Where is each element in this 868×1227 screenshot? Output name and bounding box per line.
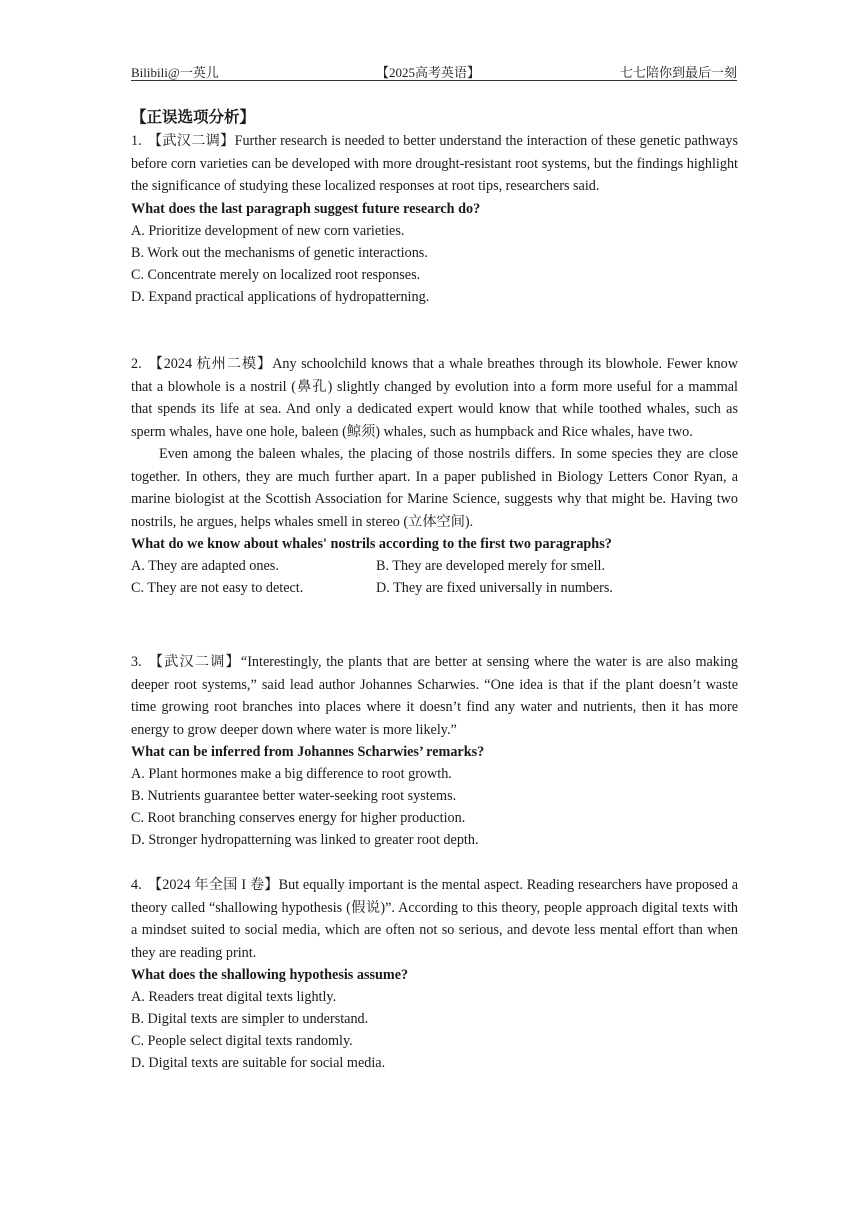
passage-paragraph-2: Even among the baleen whales, the placing of those nostrils differs. In some species they are close together. In others, they are much further apart. In a paper published in Biology Letters Conor Ryan, a marine biologist at the Scottish Association for Marine Science, suggests why that might be. Having two nostrils, he argues, helps whales smell in stereo (立体空间).: [131, 446, 738, 530]
question-source: 【武汉二调】: [147, 133, 235, 149]
question-prompt: What does the shallowing hypothesis assume?: [131, 967, 409, 983]
question-3-passage: [131, 651, 738, 741]
question-1-passage: [131, 130, 738, 198]
section-title: 【正误选项分析】: [131, 108, 256, 126]
question-4-passage: [131, 874, 738, 964]
option-c: C. They are not easy to detect.: [131, 580, 304, 596]
header-center: 【2025高考英语】: [376, 65, 481, 80]
passage-text: But equally important is the mental aspect. Reading researchers have proposed a theory called “shallowing hypothesis (假说)”. According to this theory, people approach digital texts with a mindset suited to social media, which are often not so serious, and devote less mental effort than when they are reading print.: [131, 877, 739, 961]
option-c: C. Concentrate merely on localized root responses.: [131, 266, 421, 283]
option-d: D. Stronger hydropatterning was linked to greater root depth.: [131, 832, 479, 848]
question-prompt: What do we know about whales' nostrils according to the first two paragraphs?: [131, 536, 612, 552]
option-a: A. They are adapted ones.: [131, 558, 279, 574]
header-right: 七七陪你到最后一刻: [619, 65, 737, 80]
question-number: 3.: [131, 654, 142, 670]
option-b: B. Nutrients guarantee better water-seeking root systems.: [131, 788, 457, 804]
question-4: [131, 874, 738, 1074]
option-b: B. They are developed merely for smell.: [376, 558, 606, 574]
question-2-passage: [131, 353, 738, 443]
page-header: [131, 62, 737, 81]
question-source: 【2024 年全国 I 卷】: [147, 877, 279, 893]
option-b: B. Digital texts are simpler to understand.: [131, 1011, 369, 1027]
option-c: C. Root branching conserves energy for higher production.: [131, 810, 466, 826]
option-d: D. They are fixed universally in numbers.: [376, 580, 613, 596]
option-a: A. Prioritize development of new corn varieties.: [131, 222, 405, 239]
option-d: D. Digital texts are suitable for social media.: [131, 1055, 386, 1071]
passage-text: Further research is needed to better understand the interaction of these genetic pathways before corn varieties can be developed with more drought-resistant root systems, but the findings highlight the significance of studying these localized responses at root tips, researchers said.: [131, 133, 738, 194]
question-3: [131, 651, 738, 851]
option-b: B. Work out the mechanisms of genetic interactions.: [131, 244, 428, 261]
option-a: A. Readers treat digital texts lightly.: [131, 989, 337, 1005]
header-left: Bilibili@一英儿: [131, 65, 219, 80]
question-2: [131, 353, 738, 599]
option-c: C. People select digital texts randomly.: [131, 1033, 353, 1049]
option-a: A. Plant hormones make a big difference to root growth.: [131, 766, 452, 782]
question-prompt: What can be inferred from Johannes Scharwies’ remarks?: [131, 744, 485, 760]
options-grid: [131, 555, 738, 599]
question-source: 【2024 杭州二模】: [147, 356, 273, 372]
question-source: 【武汉二调】: [147, 654, 241, 670]
option-d: D. Expand practical applications of hydropatterning.: [131, 288, 430, 305]
question-1: [131, 130, 738, 308]
passage-text: Any schoolchild knows that a whale breathes through its blowhole. Fewer know that a blowhole is a nostril (鼻孔) slightly changed by evolution into a form more useful for a mammal that spends its life at sea. And only a dedicated expert would know that while toothed whales, such as sperm whales, have one hole, baleen (鲸须) whales, such as humpback and Rice whales, have two.: [131, 356, 738, 440]
question-number: 1.: [131, 133, 142, 149]
question-number: 2.: [131, 356, 142, 372]
question-number: 4.: [131, 877, 142, 893]
question-prompt: What does the last paragraph suggest future research do?: [131, 200, 481, 217]
passage-text: “Interestingly, the plants that are better at sensing where the water is are also making deeper root systems,” said lead author Johannes Scharwies. “One idea is that if the plant doesn’t waste time growing root branches into places where it doesn’t find any water and nutrients, then it has more energy to grow deeper down where water is more likely.”: [131, 654, 738, 738]
